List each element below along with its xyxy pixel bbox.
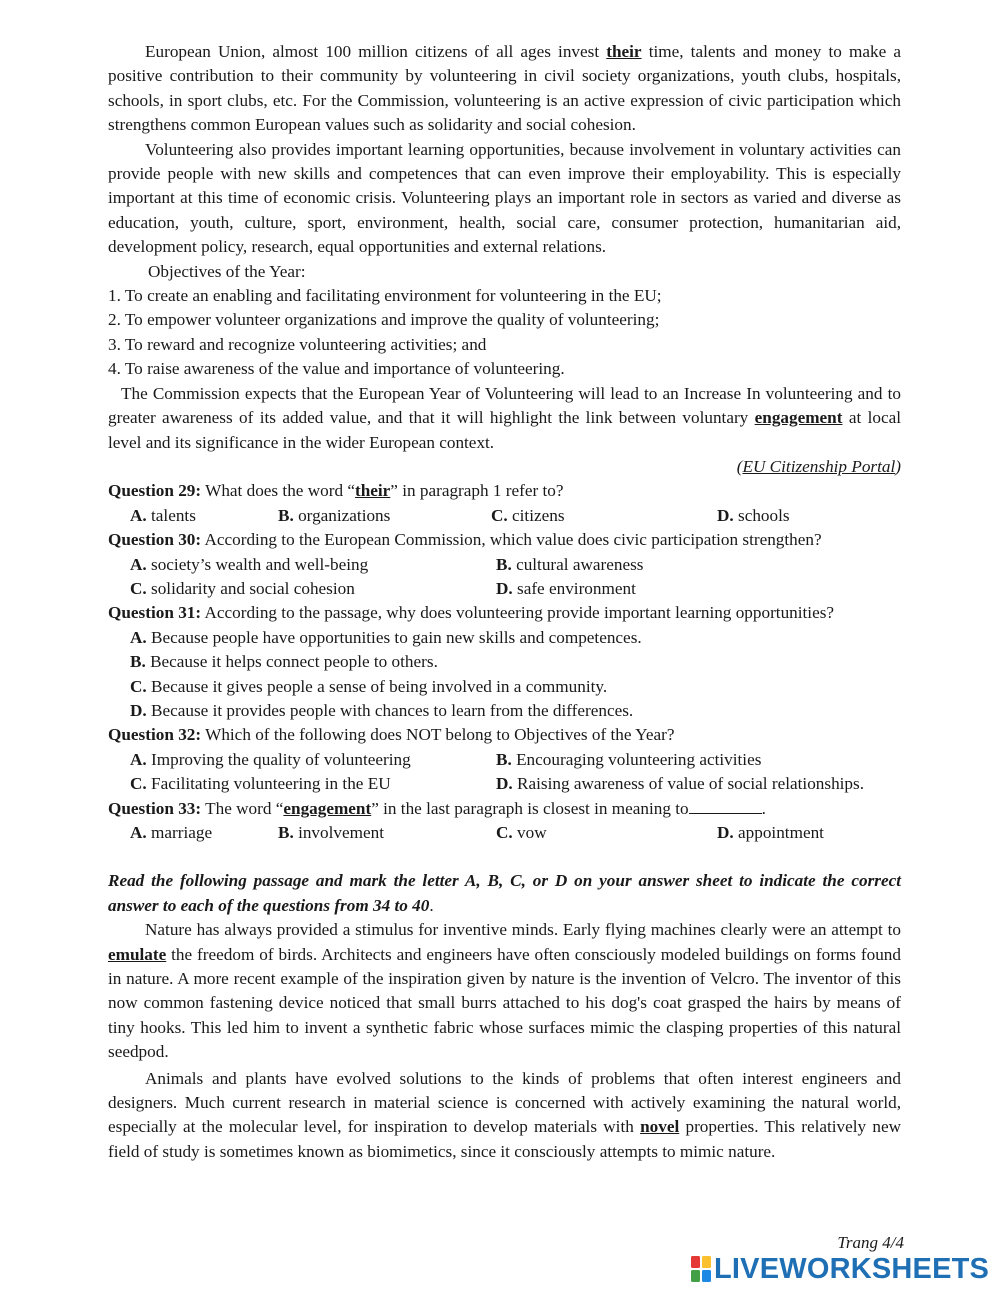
option-c[interactable]: C. Because it gives people a sense of being involved in a community.: [130, 676, 608, 696]
spacer: [108, 845, 901, 869]
option-b[interactable]: B. involvement: [278, 822, 384, 842]
question-label: Question 29:: [108, 481, 202, 501]
question-32: Question 32: Which of the following does NOT belong to Objectives of the Year?: [108, 725, 675, 745]
question-32-options-row2: [108, 772, 901, 796]
option-a[interactable]: A. Improving the quality of volunteering: [130, 749, 411, 769]
option-a[interactable]: A. marriage: [130, 822, 213, 842]
question-label: Question 30:: [108, 530, 202, 550]
keyword-their: their: [606, 42, 642, 61]
passage1-paragraph-1: [108, 40, 901, 138]
option-d[interactable]: D. appointment: [717, 822, 824, 842]
question-keyword: engagement: [283, 798, 372, 818]
option-b[interactable]: B. cultural awareness: [496, 554, 644, 574]
objectives-title: Objectives of the Year:: [148, 261, 306, 281]
passage2-paragraph-1: Nature has always provided a stimulus for inventive minds. Early flying machines clearly were an attempt to emulate the freedom of birds. Architects and engineers have often consciously modeled buildings on forms found in nature. A more recent example of the inspiration given by nature is the invention of Velcro. The inventor of this now common fastening device noticed that small burrs attached to his dog's coat grasped the hairs by means of tiny hooks. This led him to invent a synthetic fabric whose surfaces mimic the clasping properties of this natural seedpod.: [108, 920, 901, 1062]
question-33-options: [108, 821, 901, 845]
question-33: Question 33: The word “engagement” in the last paragraph is closest in meaning to .: [108, 798, 766, 818]
question-label: Question 33:: [108, 798, 202, 818]
objective-item: 1. To create an enabling and facilitating environment for volunteering in the EU;: [108, 286, 662, 306]
question-label: Question 32:: [108, 725, 202, 745]
page-number: Trang 4/4: [837, 1233, 904, 1252]
option-b[interactable]: B. organizations: [278, 505, 391, 525]
option-d[interactable]: D. Because it provides people with chances to learn from the differences.: [130, 700, 634, 720]
option-c[interactable]: C. citizens: [491, 505, 565, 525]
objective-item: 3. To reward and recognize volunteering activities; and: [108, 334, 487, 354]
objective-item: 4. To raise awareness of the value and importance of volunteering.: [108, 359, 565, 379]
option-d[interactable]: D. schools: [717, 505, 790, 525]
text: at local level and its significance in the wider European context.: [108, 408, 901, 452]
liveworksheets-logo: [690, 1253, 990, 1285]
source-name: EU Citizenship Portal: [742, 456, 896, 476]
passage1-paragraph-2: Volunteering also provides important learning opportunities, because involvement in voluntary activities can provide people with new skills and competences that can even improve their employability. This is especially important at this time of economic crisis. Volunteering plays an important role in sectors as varied and diverse as education, youth, culture, sport, environment, health, social care, consumer protection, humanitarian aid, development policy, research, equal opportunities and external relations.: [108, 139, 901, 257]
text: European Union, almost 100 million citizens of all ages invest: [145, 42, 607, 61]
option-a[interactable]: A. society’s wealth and well-being: [130, 554, 369, 574]
instruction: Read the following passage and mark the letter A, B, C, or D on your answer sheet to indicate the correct answer to each of the questions from 34 to 40.: [108, 871, 901, 915]
keyword-emulate: emulate: [108, 944, 167, 964]
question-keyword: their: [354, 481, 391, 501]
question-30-options-row2: [108, 577, 901, 601]
brand-name: LIVEWORKSHEETS: [714, 1253, 990, 1285]
question-label: Question 31:: [108, 603, 202, 623]
question-29-options: [108, 504, 901, 528]
option-b[interactable]: B. Because it helps connect people to others.: [130, 652, 438, 672]
question-32-options-row1: [108, 748, 901, 772]
question-30-options-row1: [108, 553, 901, 577]
worksheet-page: [108, 40, 901, 1164]
liveworksheets-icon: [690, 1255, 712, 1283]
option-a[interactable]: A. talents: [130, 505, 196, 525]
text: time, talents and money to make a positive contribution to their community by volunteering in civil society organizations, youth clubs, hospitals, schools, in sport clubs, etc. For the Commission, volunteering is an active expression of civic participation which strengthens common European values such as solidarity and social cohesion.: [108, 42, 901, 135]
option-c[interactable]: C. vow: [496, 822, 547, 842]
option-c[interactable]: C. Facilitating volunteering in the EU: [130, 774, 391, 794]
answer-blank[interactable]: [689, 797, 762, 814]
question-30: Question 30: According to the European Commission, which value does civic participation strengthen?: [108, 530, 822, 550]
keyword-engagement: engagement: [754, 408, 843, 428]
passage2-paragraph-2: Animals and plants have evolved solutions to the kinds of problems that often interest engineers and designers. Much current research in material science is concerned with actively examining the natural world, especially at the molecular level, for inspiration to develop materials with novel properties. This relatively new field of study is sometimes known as biomimetics, since it consciously attempts to mimic nature.: [108, 1068, 901, 1161]
objective-item: 2. To empower volunteer organizations and improve the quality of volunteering;: [108, 310, 660, 330]
option-b[interactable]: B. Encouraging volunteering activities: [496, 749, 762, 769]
question-31: Question 31: According to the passage, why does volunteering provide important learning opportunities?: [108, 603, 835, 623]
option-c[interactable]: C. solidarity and social cohesion: [130, 578, 355, 598]
source-citation: (EU Citizenship Portal): [736, 456, 901, 476]
passage1-paragraph-3: [108, 382, 901, 455]
text: The Commission expects that the European Year of Volunteering will lead to an Increase In volunteering and to greater awareness of its added value, and that it will highlight the link between voluntary: [108, 383, 901, 428]
option-d[interactable]: D. safe environment: [496, 578, 636, 598]
question-29: Question 29: What does the word “their” in paragraph 1 refer to?: [108, 481, 564, 501]
option-a[interactable]: A. Because people have opportunities to gain new skills and competences.: [130, 627, 642, 647]
keyword-novel: novel: [640, 1117, 680, 1137]
option-d[interactable]: D. Raising awareness of value of social relationships.: [496, 774, 865, 794]
